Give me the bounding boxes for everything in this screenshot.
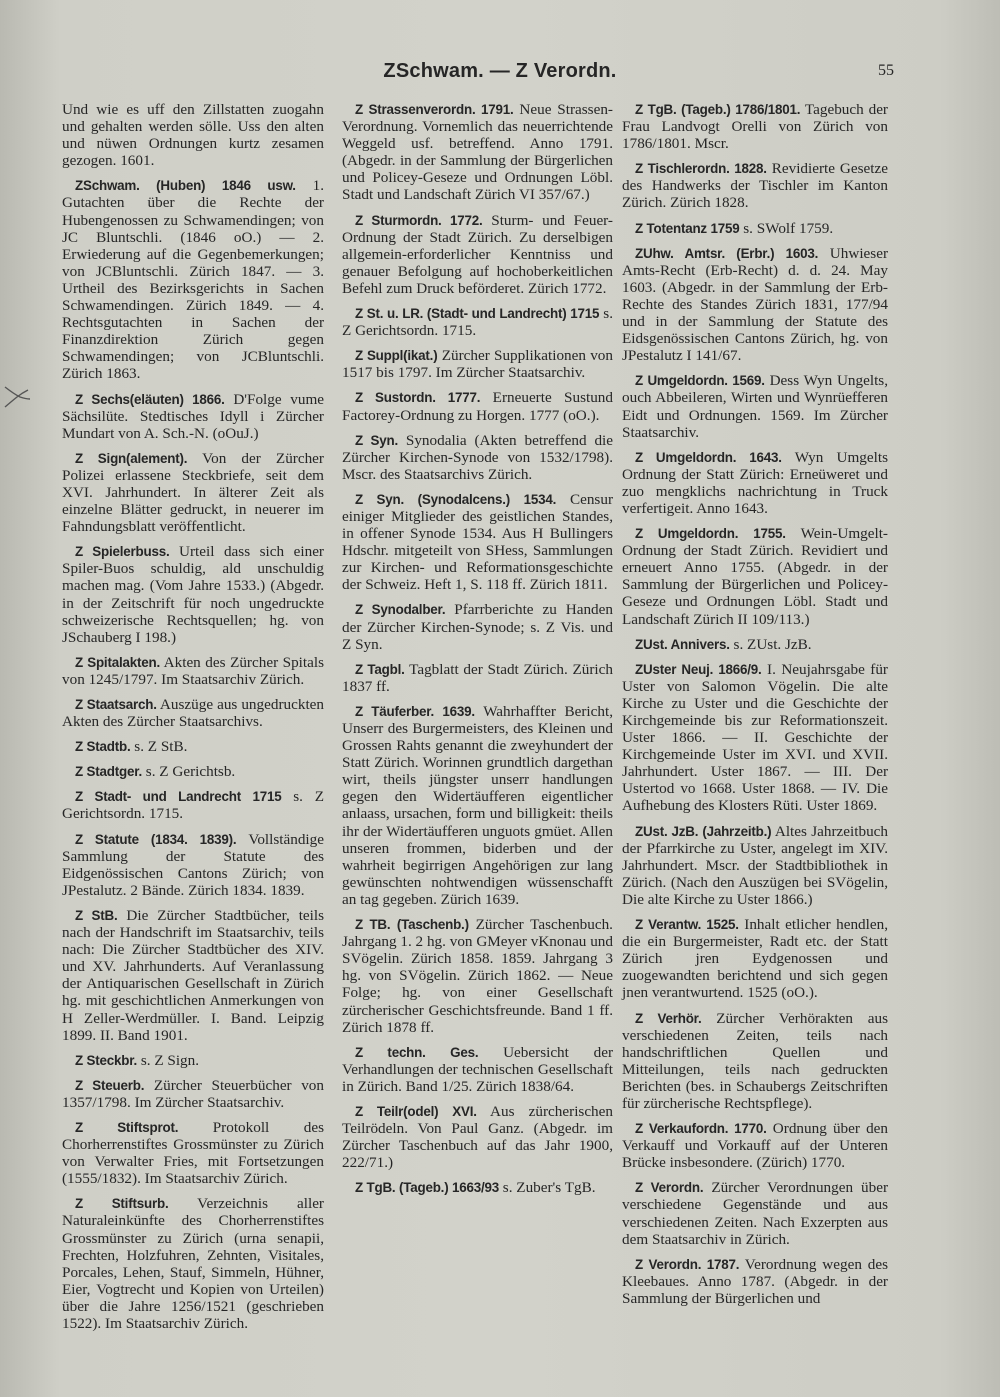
entry-lemma: Z techn. Ges. [355, 1044, 479, 1060]
entry-text: s. Z Gerichtsordn. 1715. [62, 788, 324, 823]
entry-lemma: Z Stadt- und Landrecht 1715 [75, 789, 282, 805]
entry-text: Uhwieser Amts-Recht (Erb-Recht) d. d. 24. May 1603. (Abgedr. in der Sammlung der Erb-Rechte des Standes Zürich 1831, 177/94 und in der Sammlung der Statute des Eidsgenössischen Cantons Zürich, hg. von JPestalutz I 141/67. [622, 244, 888, 365]
entry-lemma: Z Tagbl. [355, 661, 405, 677]
entry-text: Revidierte Gesetze des Handwerks der Tischler im Kanton Zürich. Zürich 1828. [622, 160, 888, 212]
dictionary-entry [342, 389, 613, 423]
entry-lemma: Z Verantw. 1525. [635, 917, 739, 933]
dictionary-entry [62, 101, 324, 169]
dictionary-entry [622, 1256, 888, 1307]
dictionary-entry [62, 831, 324, 899]
text-column-right [622, 101, 888, 1315]
entry-lemma: Z Suppl(ikat.) [355, 348, 438, 364]
entry-lemma: Z Steuerb. [75, 1077, 145, 1093]
dictionary-entry [622, 220, 888, 237]
entry-lemma: Z Täuferber. 1639. [355, 703, 475, 719]
entry-lemma: ZUst. Annivers. [635, 636, 730, 652]
entry-text: Ordnung über den Verkauff und Vorkauff auf der Unteren Brücke insbesondere. (Zürich) 1770. [622, 1120, 888, 1172]
entry-text: Zürcher Steuerbücher von 1357/1798. Im Zürcher Staatsarchiv. [62, 1076, 324, 1111]
entry-text: Censur einiger Mitglieder des geistlichen Standes, in offener Synode 1534. Aus H Bullingers Hdschr. mitgeteilt von SHess, Sammlungen zur Kirchen- und Reformationsgeschichte der Schweiz. Heft 1, S. 118 ff. Zürich 1811. [342, 490, 613, 594]
entry-text: Urteil dass sich einer Spiler-Buos schuldig, ald unschuldig machen mag. (Vom Jahre 1533.) (Abgedr. in der Zeitschrift für noch ungedruckte schweizerische Rechtsquellen; hg. von JSchauberg I 198.) [62, 543, 324, 646]
entry-lemma: Z Syn. [355, 432, 399, 448]
dictionary-entry [622, 1179, 888, 1247]
dictionary-entry [622, 101, 888, 152]
entry-lemma: Z Sign(alement). [75, 450, 188, 466]
entry-text: s. Zuber's TgB. [498, 1179, 596, 1197]
entry-text: Zürcher Verordnungen über verschiedene Gegenstände und aus verschiedenen Zeiten. Nach Exzerpten aus dem Staatsarchiv in Zürich. [622, 1179, 888, 1248]
entry-text: Und wie es uff den Zillstatten zuogahn und gehalten werden sölle. Uss den alten und nüwen Ordnungen kurtz zesamen gezogen. 1601. [62, 101, 324, 170]
entry-text: Wein-Umgelt-Ordnung der Stadt Zürich. Revidiert und erneuert Anno 1755. (Abgedr. in der Sammlung der Bürgerlichen und Policey-Geseze und Ordnungen Löbl. Stadt und Landschaft Zürich II 109/113.) [622, 525, 888, 628]
entry-text: s. ZUst. JzB. [729, 635, 812, 653]
entry-lemma: Z Staatsarch. [75, 697, 157, 712]
entry-lemma: Z Verhör. [635, 1010, 702, 1026]
dictionary-entry [62, 391, 324, 442]
entry-text: Akten des Zürcher Spitals von 1245/1797. Im Staatsarchiv Zürich. [62, 653, 324, 688]
dictionary-entry [342, 101, 613, 204]
entry-lemma: ZUst. JzB. (Jahrzeitb.) [635, 823, 772, 839]
entry-lemma: Z Spielerbuss. [75, 544, 170, 560]
text-column-left [62, 101, 324, 1340]
entry-text: Die Zürcher Stadtbücher, teils nach der Handschrift im Staatsarchiv, teils nach: Die Zürcher Stadtbücher des XIV. und XV. Jahrhunderts. Auf Veranlassung der Antiquarischen Gesellschaft in Zürich hg. mit geschichtlichen Anmerkungen von H Zeller-Werdmüller. I. Band. Leipzig 1899. II. Band 1901. [62, 906, 325, 1044]
dictionary-entry [342, 661, 613, 695]
entry-lemma: ZSchwam. (Huben) 1846 usw. [75, 178, 296, 194]
dictionary-entry [342, 601, 613, 652]
running-header [0, 58, 1000, 88]
entry-lemma: Z Totentanz 1759 [635, 220, 740, 236]
dictionary-entry [62, 763, 324, 780]
dictionary-entry [342, 1044, 613, 1095]
entry-lemma: Z Strassenverordn. 1791. [355, 102, 514, 117]
entry-lemma: Z Spitalakten. [75, 654, 160, 670]
dictionary-entry [62, 696, 324, 730]
entry-text: s. Z Gerichtsb. [142, 763, 236, 781]
entry-lemma: Z Verkaufordn. 1770. [635, 1121, 767, 1137]
entry-text: Pfarrberichte zu Handen der Zürcher Kirchen-Synode; s. Z Vis. und Z Syn. [342, 601, 613, 653]
entry-text: Verzeichnis aller Naturaleinkünfte des Chorherrenstiftes Grossmünster zu Zürich (urna senapii, Frechten, Holzfuhren, Zehnten, Visitales, Porcales, Lehen, Stauf, Simmeln, Hühner, Eier, Vogtrecht und Kopien von Urteilen) über die Jahre 1256/1521 (geschrieben 1522). Im Staatsarchiv Zürich. [62, 1195, 324, 1332]
entry-text: Auszüge aus ungedruckten Akten des Zürcher Staatsarchivs. [62, 696, 324, 731]
dictionary-entry [622, 661, 888, 815]
entry-text: Von der Zürcher Polizei erlassene Steckbriefe, seit dem XVI. Jahrhundert. In älterer Zeit als einzelne Blätter gedruckt, in neuerer im Fahndungsblatt veröffentlicht. [62, 449, 324, 536]
entry-text: I. Neujahrsgabe für Uster von Salomon Vögelin. Die alte Kirche zu Uster und die Geschichte der Kirchgemeinde bis zur Reformationszeit. Uster 1866. — II. Geschichte der Kirchgemeinde Uster im XVI. und XVII. Jahrhundert. Uster 1867. — III. Der Ustertod vo 1668. Uster 1868. — IV. Die Aufhebung des Klosters Rüti. Uster 1869. [622, 660, 888, 815]
entry-lemma: Z Sechs(eläuten) 1866. [75, 391, 225, 407]
entry-lemma: Z Teilr(odel) XVI. [355, 1103, 477, 1119]
dictionary-entry [62, 1052, 324, 1069]
entry-lemma: Z TgB. (Tageb.) 1786/1801. [635, 102, 801, 117]
entry-text: Tagebuch der Frau Landvogt Orelli von Zürich von 1786/1801. Mscr. [622, 101, 888, 153]
dictionary-entry [342, 432, 613, 483]
dictionary-entry [622, 823, 888, 908]
text-column-middle [342, 101, 613, 1204]
dictionary-entry [342, 212, 613, 297]
entry-text: Zürcher Taschenbuch. Jahrgang 1. 2 hg. von GMeyer vKnonau und SVögelin. Zürich 1858. 1859. Jahrgang 3 hg. von SVögelin. Zürich 1862. — Neue Folge; hg. von einer Gesellschaft zürcherischer Geschichtsfreunde. Band 1 ff. Zürich 1878 ff. [342, 916, 613, 1036]
entry-text: s. Z Gerichtsordn. 1715. [342, 305, 613, 340]
dictionary-entry [342, 703, 613, 908]
dictionary-entry [622, 1010, 888, 1113]
entry-lemma: Z Stiftsurb. [75, 1196, 169, 1212]
entry-lemma: Z TB. (Taschenb.) [355, 917, 469, 933]
entry-text: Aus zürcherischen Teilrödeln. Von Paul Ganz. (Abgedr. im Zürcher Taschenbuch auf das Jahr 1900, 222/71.) [342, 1102, 613, 1172]
dictionary-entry [622, 916, 888, 1001]
entry-lemma: Z Steckbr. [75, 1052, 138, 1068]
entry-text: Wahrhaffter Bericht, Unserr des Burgermeisters, des Kleinen und Grossen Rahts genannt die zweyhundert der Statt Zürich. Worinnen grundtlich dargethan wirt, theils jüngster unserr handlungen gegen den Widertäufferen eigentlicher anlaass, ursachen, form und billigkeit: theils ihr der Widertäufferen unguots gmüet. Allen unseren frommen, biderben und der wahrheit begirrigen Angehörigen zur lang gewünschten nohtwendigen wüssenschafft an tag gegeben. Zürich 1639. [342, 702, 613, 908]
entry-lemma: Z Stadtger. [75, 764, 142, 780]
dictionary-entry [342, 305, 613, 339]
entry-text: Neue Strassen-Verordnung. Vornemlich das neuerrichtende Weggeld usf. betreffend. Anno 1791. (Abgedr. in der Sammlung der Bürgerlichen und Policey-Geseze und Ordnungen Löbl. Stadt und Landschaft Zürich VI 357/67.) [342, 101, 613, 204]
entry-text: s. SWolf 1759. [739, 219, 834, 237]
dictionary-entry [62, 654, 324, 688]
entry-text: D'Folge vume Sächsilüte. Stedtisches Idyll i Zürcher Mundart von A. Sch.-N. (oOuJ.) [62, 390, 324, 442]
entry-text: Vollständige Sammlung der Statute des Eidgenössischen Cantons Zürich; von JPestalutz. 2 Bände. Zürich 1834. 1839. [62, 830, 324, 899]
header-title: ZSchwam. — Z Verordn. [383, 60, 617, 82]
entry-text: Tagblatt der Stadt Zürich. Zürich 1837 ff. [342, 660, 613, 695]
entry-lemma: Z Sustordn. 1777. [355, 390, 481, 406]
dictionary-entry [342, 1103, 613, 1171]
entry-lemma: Z Umgeldordn. 1755. [635, 526, 786, 542]
entry-lemma: Z Stiftsprot. [75, 1119, 179, 1135]
entry-text: Wyn Umgelts Ordnung der Statt Zürich: Erneüweret und zuo mengklichs nachrichtung in Truck verfertigeit. Anno 1643. [622, 448, 888, 517]
entry-text: Zürcher Supplikationen von 1517 bis 1797. Im Zürcher Staatsarchiv. [342, 347, 613, 382]
dictionary-entry [622, 1120, 888, 1171]
entry-lemma: Z Sturmordn. 1772. [355, 212, 483, 228]
entry-lemma: Z St. u. LR. (Stadt- und Landrecht) 1715 [355, 306, 600, 322]
pencil-cross-mark [2, 383, 32, 409]
entry-lemma: ZUster Neuj. 1866/9. [635, 661, 762, 677]
entry-text: Uebersicht der Verhandlungen der technischen Gesellschaft in Zürich. Band 1/25. Zürich 1838/64. [342, 1043, 613, 1095]
dictionary-entry [342, 491, 613, 594]
dictionary-entry [342, 347, 613, 381]
dictionary-entry [622, 372, 888, 440]
entry-lemma: Z Umgeldordn. 1643. [635, 449, 782, 465]
dictionary-entry [62, 907, 324, 1044]
entry-text: s. Z Sign. [137, 1051, 200, 1069]
dictionary-entry [62, 738, 324, 755]
entry-lemma: Z Umgeldordn. 1569. [635, 373, 765, 389]
entry-text: Verordnung wegen des Kleebaues. Anno 1787. (Abgedr. in der Sammlung der Bürgerlichen und [622, 1255, 888, 1307]
dictionary-entry [62, 450, 324, 535]
dictionary-entry [342, 1179, 613, 1196]
entry-lemma: Z Statute (1834. 1839). [75, 831, 237, 847]
entry-text: Protokoll des Chorherrenstiftes Grossmünster zu Zürich von Verwalter Fries, mit Fortsetzungen (1555/1832). Im Staatsarchiv Zürich. [62, 1118, 324, 1188]
entry-text: Dess Wyn Ungelts, ouch Abbeileren, Wirten und Wynrüefferen Eidt und Ordnungen. 1569. Im Zürcher Staatsarchiv. [622, 372, 888, 441]
entry-text: s. Z StB. [130, 738, 188, 756]
entry-lemma: Z Synodalber. [355, 602, 446, 618]
dictionary-entry [622, 636, 888, 653]
page-number: 55 [878, 62, 894, 79]
dictionary-entry [62, 1119, 324, 1187]
dictionary-entry [62, 543, 324, 646]
entry-text: 1. Gutachten über die Rechte der Hubengenossen zu Schwamendingen; von JC Bluntschli. (1846 oO.) — 2. Erwiederung auf die Gegenbemerkungen; von JCBluntschli. Zürich 1847. — 3. Urtheil des Bezirksgerichts in Sachen Schwamendingen. Zürich 1849. — 4. Rechtsgutachten in Sachen der Finanzdirektion Zürich gegen Schwamendingen; von JCBluntschli. Zürich 1863. [62, 177, 324, 383]
entry-text: Synodalia (Akten betreffend die Zürcher Kirchen-Synode von 1532/1798). Mscr. des Staatsarchivs Zürich. [342, 431, 613, 483]
entry-lemma: Z StB. [75, 907, 118, 923]
entry-text: Inhalt etlicher hendlen, die ein Burgermeister, Radt etc. der Statt Zürich jren Eydgenossen und zuogewandten berichtend und sich gegen jnen verantwurtend. 1525 (oO.). [622, 916, 888, 1002]
entry-lemma: Z Verordn. [635, 1180, 704, 1196]
entry-lemma: Z Verordn. 1787. [635, 1256, 740, 1272]
dictionary-entry [622, 449, 888, 517]
dictionary-entry [62, 788, 324, 822]
entry-lemma: Z Tischlerordn. 1828. [635, 161, 767, 177]
entry-lemma: Z Stadtb. [75, 739, 131, 755]
dictionary-entry [62, 177, 324, 382]
dictionary-entry [62, 1195, 324, 1332]
entry-text: Zürcher Verhörakten aus verschiedenen Zeiten, teils nach handschriftlichen Quellen und Mitteilungen, teils nach gedruckten Berichten (bes. in Schaubergs Zeitschriften für zürcherische Rechtspflege). [622, 1009, 888, 1112]
entry-lemma: Z TgB. (Tageb.) 1663/93 [355, 1180, 499, 1196]
dictionary-entry [622, 160, 888, 211]
entry-text: Altes Jahrzeitbuch der Pfarrkirche zu Uster, angelegt im XIV. Jahrhundert. Mscr. der Stadtbibliothek in Zürich. (Nach den Auszügen bei SVögelin, Die alte Kirche zu Uster 1866.) [622, 822, 888, 908]
dictionary-entry [622, 245, 888, 365]
dictionary-entry [622, 525, 888, 628]
entry-lemma: Z Syn. (Synodalcens.) 1534. [355, 491, 557, 507]
entry-lemma: ZUhw. Amtsr. (Erbr.) 1603. [635, 245, 819, 261]
dictionary-entry [342, 916, 613, 1036]
dictionary-entry [62, 1077, 324, 1111]
entry-text: Erneuerte Sustund Factorey-Ordnung zu Horgen. 1777 (oO.). [342, 389, 613, 424]
entry-text: Sturm- und Feuer-Ordnung der Stadt Zürich. Zu derselbigen allgemein-erforderlicher Kenntniss und genauer Befolgung auf hochoberkeitlichen Befehl zum Druck beförderet. Zürich 1772. [342, 211, 613, 297]
